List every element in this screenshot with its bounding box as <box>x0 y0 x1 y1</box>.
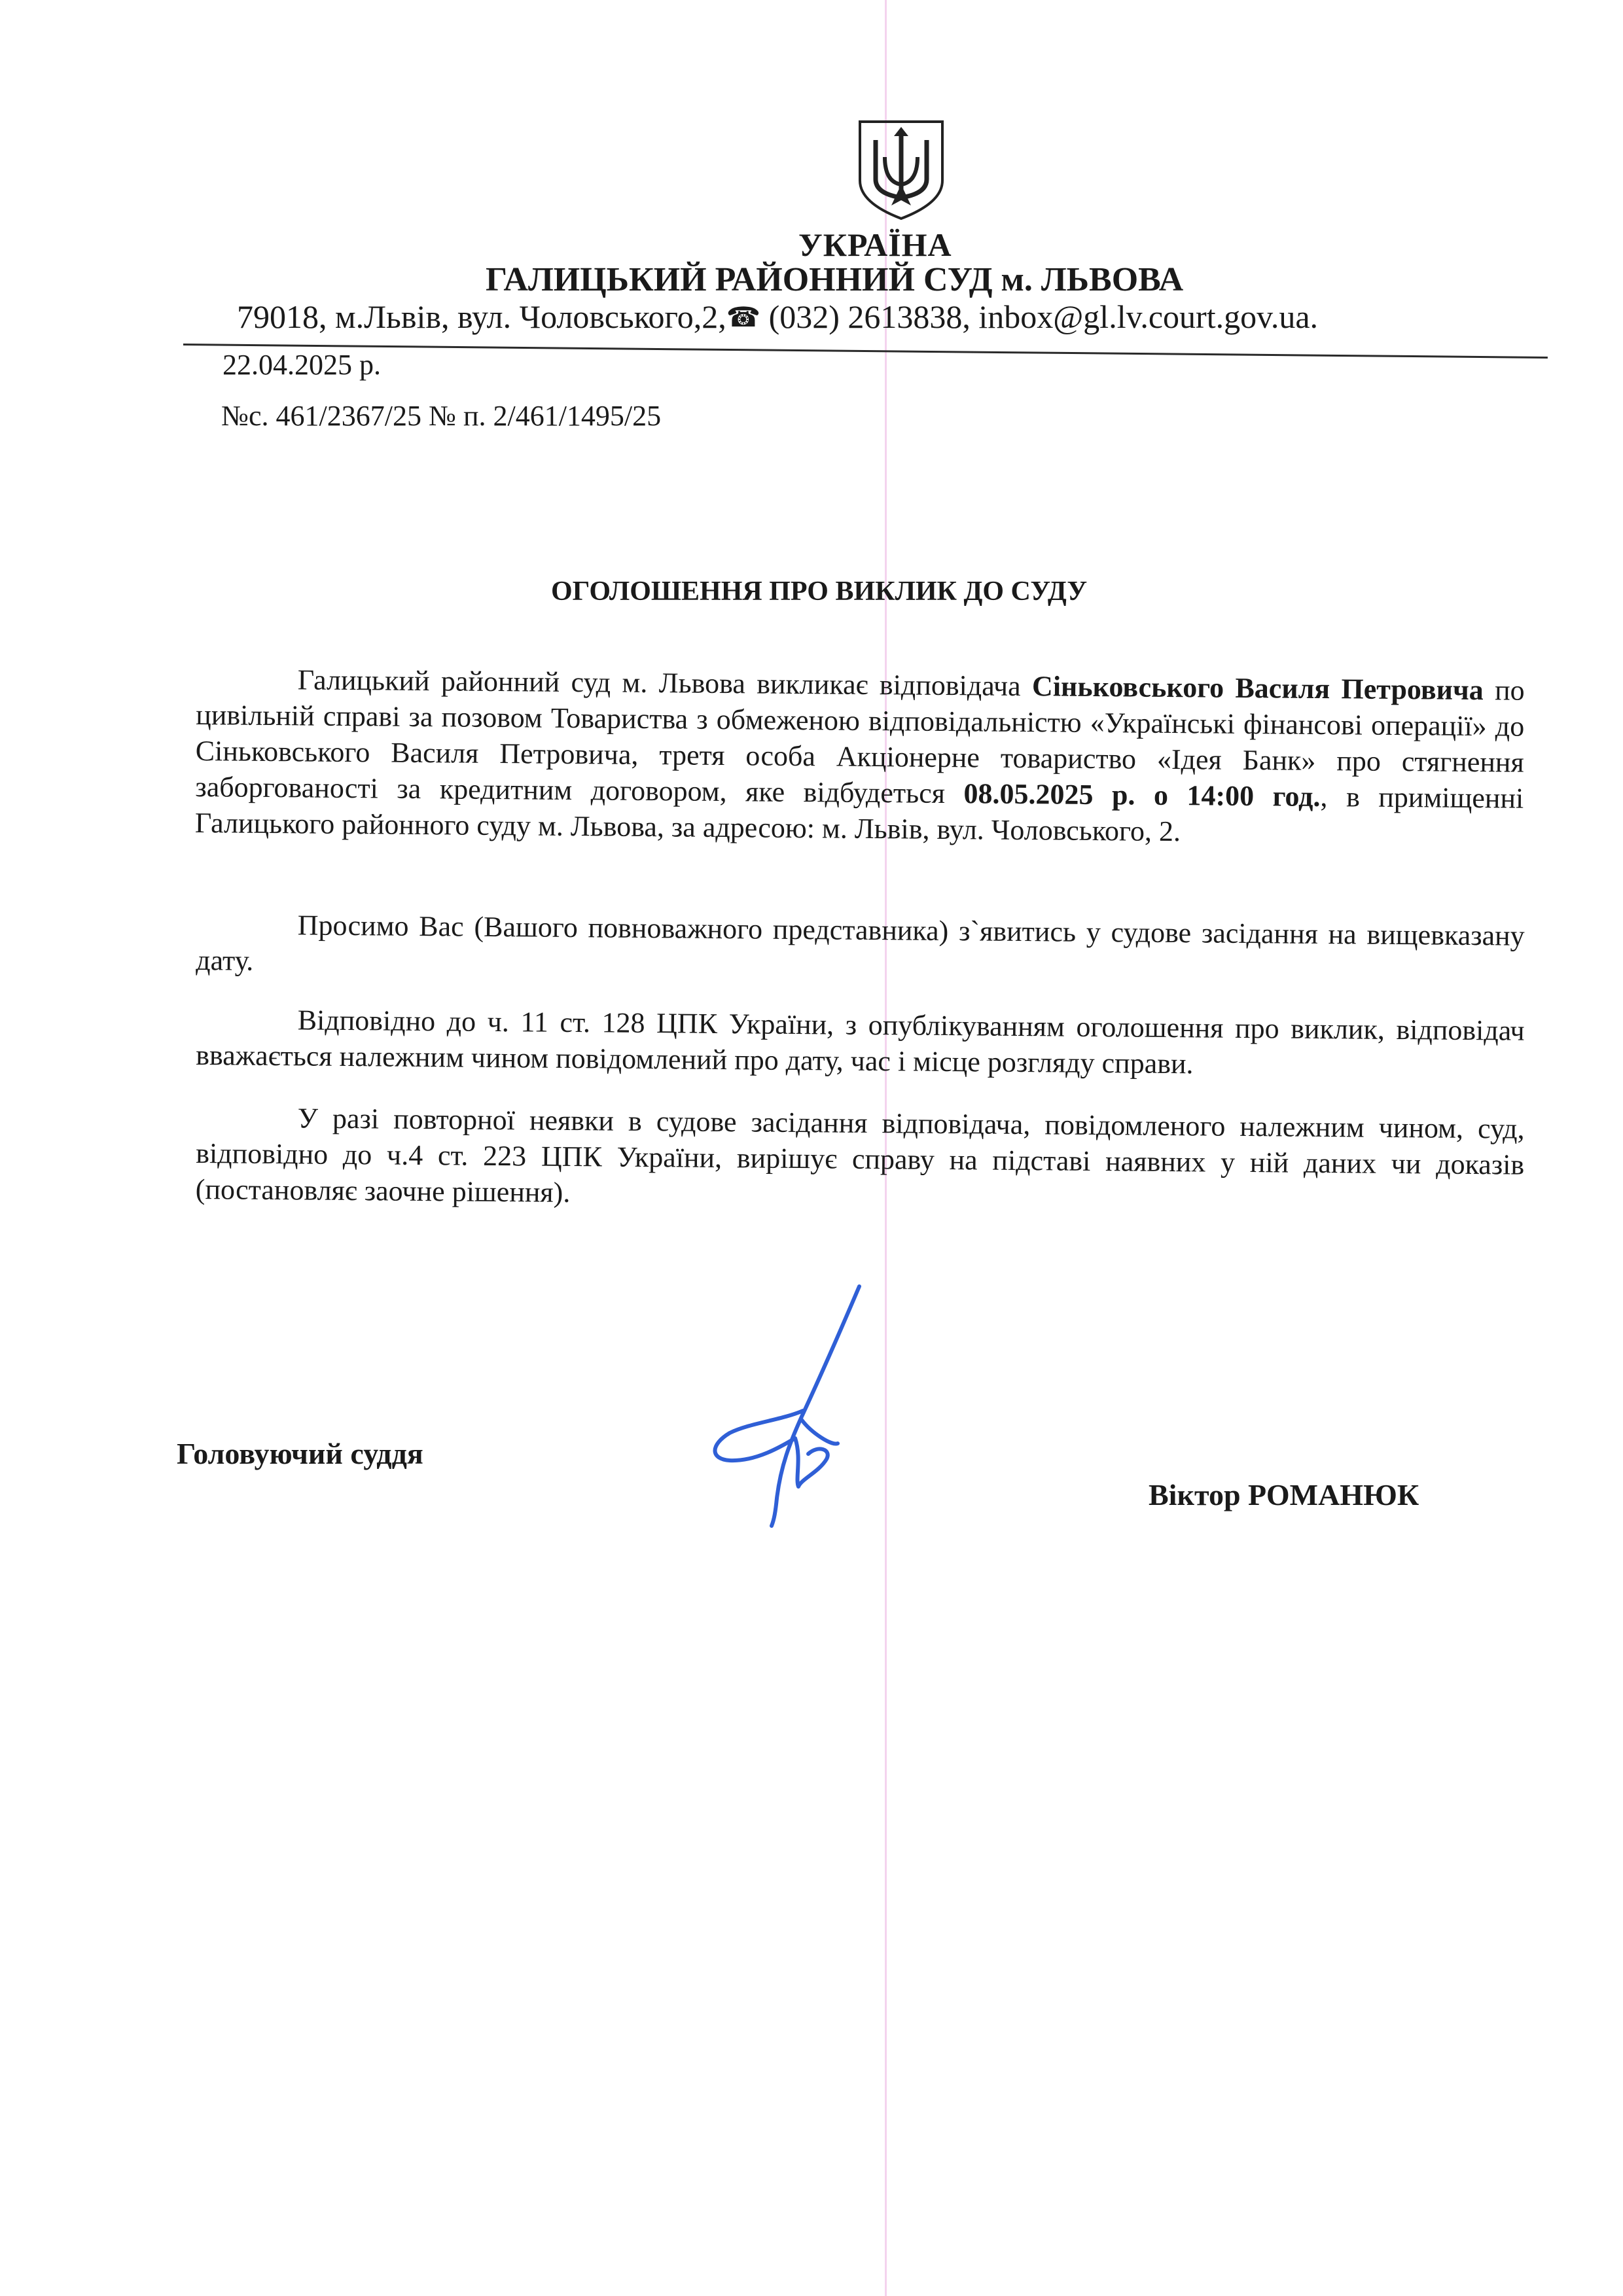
absence-consequence-text: У разі повторної неявки в судове засідання відповідача, повідомленого належним чином, суд, відповідно до ч.4 ст. 223 ЦПК України, вирішує справу на підставі наявних у ній даних чи доказів (постановляє заочне рішення). <box>195 1102 1525 1209</box>
court-name: ГАЛИЦЬКИЙ РАЙОННИЙ СУД м. ЛЬВОВА <box>486 261 1184 298</box>
summons-intro: Галицький районний суд м. Львова викликає відповідача <box>297 663 1033 703</box>
court-contacts <box>237 298 1318 336</box>
telephone-icon: ☎ <box>726 303 761 333</box>
paragraph-absence-consequence <box>196 1099 1525 1219</box>
court-email: , inbox@gl.lv.court.gov.ua. <box>962 298 1319 335</box>
request-text: Просимо Вас (Вашого повноважного представника) з`явитись у судове засідання на вищевказану дату. <box>196 909 1525 977</box>
case-description: по цивільній справі за позовом Товариства з обмеженою відповідальністю «Українські фінансові операції» до Сіньковського Василя Петровича, третя особа Акціонерне товариство «Ідея Банк» про стягнення заборгованості за кредитним договором, яке відбудеться <box>195 674 1525 810</box>
document-date: 22.04.2025 р. <box>223 349 381 381</box>
handwritten-signature <box>704 1282 874 1531</box>
country-name: УКРАЇНА <box>798 226 952 263</box>
document-title: ОГОЛОШЕННЯ ПРО ВИКЛИК ДО СУДУ <box>551 576 1088 607</box>
hearing-location: , в приміщенні Галицького районного суду м. Львова, за адресою: м. Львів, вул. Чоловського, 2. <box>194 780 1524 848</box>
signer-role: Головуючий суддя <box>177 1437 423 1470</box>
judge-name: Віктор РОМАНЮК <box>1149 1478 1419 1511</box>
defendant-name: Сіньковського Василя Петровича <box>1031 670 1484 707</box>
court-address: 79018, м.Львів, вул. Чоловського,2, <box>237 298 726 335</box>
coat-of-arms-icon <box>852 116 950 221</box>
paragraph-request <box>196 906 1525 990</box>
paragraph-legal-basis <box>196 1001 1525 1085</box>
legal-basis-text: Відповідно до ч. 11 ст. 128 ЦПК України, з опублікуванням оголошення про виклик, відповідач вважається належним чином повідомлений про дату, час і місце розгляду справи. <box>196 1004 1525 1080</box>
hearing-datetime: 08.05.2025 р. о 14:00 год. <box>963 777 1321 813</box>
header-divider <box>183 344 1548 359</box>
case-numbers: №с. 461/2367/25 № п. 2/461/1495/25 <box>221 400 662 432</box>
paragraph-summons <box>195 661 1525 853</box>
court-phone: (032) 2613838 <box>760 298 963 335</box>
